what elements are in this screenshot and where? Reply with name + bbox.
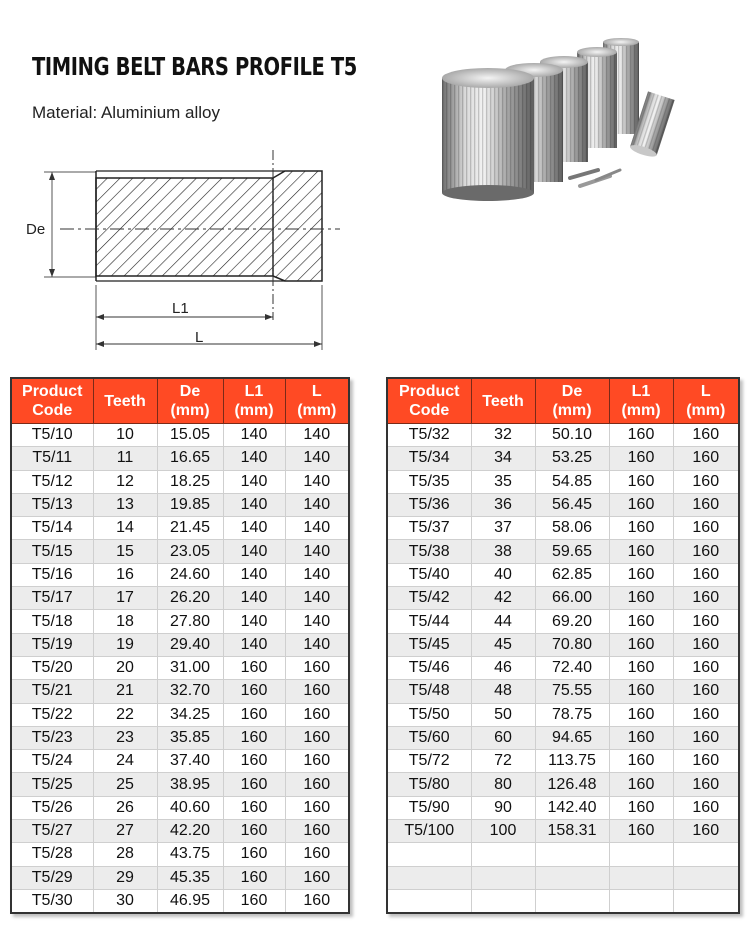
l-cell: 140 (285, 493, 349, 516)
l-cell: 160 (285, 773, 349, 796)
product-code-cell: T5/90 (387, 796, 471, 819)
l1-cell: 160 (223, 820, 285, 843)
product-code-cell: T5/72 (387, 750, 471, 773)
l1-cell: 160 (609, 726, 673, 749)
l1-cell: 160 (223, 889, 285, 913)
teeth-cell: 38 (471, 540, 535, 563)
de-cell: 72.40 (535, 656, 609, 679)
table-row (11, 540, 349, 563)
l-cell: 160 (673, 447, 739, 470)
table-row (11, 633, 349, 656)
header-product-code: Product Code (387, 378, 471, 424)
l1-cell: 140 (223, 633, 285, 656)
teeth-cell: 26 (93, 796, 157, 819)
teeth-cell: 50 (471, 703, 535, 726)
table-row (11, 820, 349, 843)
teeth-cell: 22 (93, 703, 157, 726)
product-code-cell: T5/50 (387, 703, 471, 726)
l1-cell: 160 (223, 680, 285, 703)
de-cell: 75.55 (535, 680, 609, 703)
aluminium-bars-photo (430, 30, 700, 205)
product-code-cell: T5/35 (387, 470, 471, 493)
teeth-cell: 80 (471, 773, 535, 796)
l-cell: 140 (285, 587, 349, 610)
l1-cell: 160 (223, 796, 285, 819)
product-code-cell: T5/44 (387, 610, 471, 633)
l-cell: 160 (285, 750, 349, 773)
teeth-cell: 13 (93, 493, 157, 516)
product-code-cell: T5/25 (11, 773, 93, 796)
table-row (11, 773, 349, 796)
l-cell (673, 843, 739, 866)
header-l1: L1 (mm) (223, 378, 285, 424)
teeth-cell: 23 (93, 726, 157, 749)
l1-cell: 160 (609, 610, 673, 633)
de-cell: 56.45 (535, 493, 609, 516)
l-cell: 160 (673, 493, 739, 516)
de-cell (535, 843, 609, 866)
l1-cell: 160 (609, 703, 673, 726)
l-cell: 160 (285, 866, 349, 889)
table-row (387, 447, 739, 470)
teeth-cell: 30 (93, 889, 157, 913)
table-row (387, 889, 739, 913)
l-label: L (195, 329, 204, 346)
de-cell: 34.25 (157, 703, 223, 726)
l1-cell (609, 889, 673, 913)
table-row (11, 656, 349, 679)
table-row (387, 517, 739, 540)
de-cell: 62.85 (535, 563, 609, 586)
table-row (387, 470, 739, 493)
de-cell: 94.65 (535, 726, 609, 749)
de-cell: 31.00 (157, 656, 223, 679)
l1-cell: 140 (223, 447, 285, 470)
l1-cell: 140 (223, 493, 285, 516)
teeth-cell: 27 (93, 820, 157, 843)
header-teeth: Teeth (93, 378, 157, 424)
teeth-cell: 32 (471, 424, 535, 447)
table-row (11, 563, 349, 586)
table-row (11, 726, 349, 749)
l1-cell: 160 (609, 587, 673, 610)
table-row (11, 587, 349, 610)
de-cell: 19.85 (157, 493, 223, 516)
l-cell: 160 (285, 843, 349, 866)
page-title: TIMING BELT BARS PROFILE T5 (32, 52, 357, 81)
de-cell: 54.85 (535, 470, 609, 493)
l1-cell: 160 (609, 773, 673, 796)
de-cell: 42.20 (157, 820, 223, 843)
teeth-cell: 44 (471, 610, 535, 633)
l1-cell: 160 (609, 493, 673, 516)
l1-cell: 140 (223, 540, 285, 563)
product-code-cell (387, 866, 471, 889)
teeth-cell: 20 (93, 656, 157, 679)
l-cell (673, 889, 739, 913)
table-row (387, 843, 739, 866)
teeth-cell: 14 (93, 517, 157, 540)
l1-cell: 160 (223, 703, 285, 726)
l-cell: 160 (673, 703, 739, 726)
l1-cell: 160 (609, 540, 673, 563)
de-cell (535, 889, 609, 913)
l1-cell: 160 (609, 424, 673, 447)
de-cell: 32.70 (157, 680, 223, 703)
l1-cell (609, 843, 673, 866)
de-cell: 27.80 (157, 610, 223, 633)
technical-drawing (0, 145, 360, 355)
teeth-cell: 46 (471, 656, 535, 679)
product-code-cell: T5/60 (387, 726, 471, 749)
product-code-cell: T5/37 (387, 517, 471, 540)
l1-cell: 160 (223, 656, 285, 679)
de-cell: 29.40 (157, 633, 223, 656)
de-cell: 126.48 (535, 773, 609, 796)
product-code-cell: T5/45 (387, 633, 471, 656)
l1-cell: 140 (223, 610, 285, 633)
l-cell: 140 (285, 424, 349, 447)
de-cell: 21.45 (157, 517, 223, 540)
table-row (387, 750, 739, 773)
table-row (387, 773, 739, 796)
l-cell: 160 (673, 750, 739, 773)
l1-cell (609, 866, 673, 889)
teeth-cell: 16 (93, 563, 157, 586)
teeth-cell: 24 (93, 750, 157, 773)
l-cell: 160 (285, 680, 349, 703)
teeth-cell: 10 (93, 424, 157, 447)
de-cell: 26.20 (157, 587, 223, 610)
l1-cell: 160 (223, 726, 285, 749)
teeth-cell (471, 889, 535, 913)
product-code-cell (387, 889, 471, 913)
l-cell: 140 (285, 540, 349, 563)
product-code-cell: T5/24 (11, 750, 93, 773)
spec-table-left (10, 377, 350, 914)
l-cell: 160 (285, 796, 349, 819)
l1-cell: 160 (223, 843, 285, 866)
product-code-cell: T5/21 (11, 680, 93, 703)
teeth-cell: 12 (93, 470, 157, 493)
product-code-cell: T5/14 (11, 517, 93, 540)
table-row (387, 866, 739, 889)
l-cell: 160 (673, 680, 739, 703)
table-row (387, 656, 739, 679)
de-cell: 66.00 (535, 587, 609, 610)
de-cell: 69.20 (535, 610, 609, 633)
de-cell: 35.85 (157, 726, 223, 749)
teeth-cell: 25 (93, 773, 157, 796)
l-cell: 160 (673, 820, 739, 843)
product-code-cell: T5/22 (11, 703, 93, 726)
teeth-cell: 29 (93, 866, 157, 889)
l-cell: 160 (673, 470, 739, 493)
l1-cell: 160 (609, 680, 673, 703)
l1-cell: 160 (609, 470, 673, 493)
de-cell: 15.05 (157, 424, 223, 447)
l-cell: 160 (673, 773, 739, 796)
table-row (11, 750, 349, 773)
de-cell: 23.05 (157, 540, 223, 563)
teeth-cell: 15 (93, 540, 157, 563)
product-code-cell: T5/26 (11, 796, 93, 819)
l1-cell: 160 (223, 750, 285, 773)
header-l1: L1 (mm) (609, 378, 673, 424)
l-cell: 140 (285, 517, 349, 540)
teeth-cell: 100 (471, 820, 535, 843)
teeth-cell: 19 (93, 633, 157, 656)
product-code-cell: T5/10 (11, 424, 93, 447)
product-code-cell: T5/32 (387, 424, 471, 447)
de-cell: 50.10 (535, 424, 609, 447)
de-cell: 158.31 (535, 820, 609, 843)
product-code-cell: T5/46 (387, 656, 471, 679)
l1-cell: 140 (223, 563, 285, 586)
table-row (11, 796, 349, 819)
l-cell: 140 (285, 610, 349, 633)
l-cell: 160 (285, 703, 349, 726)
header-l: L (mm) (285, 378, 349, 424)
teeth-cell: 34 (471, 447, 535, 470)
l-cell: 160 (673, 610, 739, 633)
product-code-cell: T5/28 (11, 843, 93, 866)
l-cell: 160 (673, 424, 739, 447)
table-row (387, 680, 739, 703)
teeth-cell: 18 (93, 610, 157, 633)
teeth-cell (471, 843, 535, 866)
table-row (387, 563, 739, 586)
table-row (11, 610, 349, 633)
de-cell: 53.25 (535, 447, 609, 470)
de-cell (535, 866, 609, 889)
teeth-cell: 11 (93, 447, 157, 470)
l-cell: 160 (673, 517, 739, 540)
product-code-cell: T5/16 (11, 563, 93, 586)
table-row (387, 796, 739, 819)
l-cell: 140 (285, 447, 349, 470)
l-cell: 140 (285, 633, 349, 656)
table-row (387, 424, 739, 447)
l-cell: 160 (673, 726, 739, 749)
header-l: L (mm) (673, 378, 739, 424)
teeth-cell: 45 (471, 633, 535, 656)
de-cell: 113.75 (535, 750, 609, 773)
product-code-cell: T5/12 (11, 470, 93, 493)
l1-cell: 160 (609, 633, 673, 656)
l-cell: 140 (285, 563, 349, 586)
l-cell: 160 (673, 656, 739, 679)
product-code-cell: T5/15 (11, 540, 93, 563)
l-cell: 160 (673, 563, 739, 586)
product-code-cell: T5/100 (387, 820, 471, 843)
material-text: Material: Aluminium alloy (32, 103, 221, 122)
teeth-cell: 37 (471, 517, 535, 540)
product-code-cell: T5/48 (387, 680, 471, 703)
l-cell: 160 (673, 540, 739, 563)
header-product-code: Product Code (11, 378, 93, 424)
product-code-cell: T5/40 (387, 563, 471, 586)
teeth-cell: 90 (471, 796, 535, 819)
product-code-cell: T5/38 (387, 540, 471, 563)
l1-cell: 160 (609, 820, 673, 843)
de-label: De (26, 221, 46, 238)
l-cell: 140 (285, 470, 349, 493)
l-cell: 160 (285, 889, 349, 913)
de-cell: 70.80 (535, 633, 609, 656)
product-code-cell: T5/36 (387, 493, 471, 516)
de-cell: 18.25 (157, 470, 223, 493)
product-code-cell: T5/30 (11, 889, 93, 913)
l1-cell: 160 (223, 773, 285, 796)
teeth-cell: 40 (471, 563, 535, 586)
spec-table-right (386, 377, 740, 914)
teeth-cell: 48 (471, 680, 535, 703)
product-code-cell: T5/34 (387, 447, 471, 470)
table-row (387, 540, 739, 563)
table-row (11, 470, 349, 493)
l1-cell: 160 (609, 517, 673, 540)
teeth-cell: 35 (471, 470, 535, 493)
table-row (11, 843, 349, 866)
table-row (387, 726, 739, 749)
table-row (11, 493, 349, 516)
l1-cell: 160 (609, 796, 673, 819)
product-code-cell: T5/17 (11, 587, 93, 610)
teeth-cell: 28 (93, 843, 157, 866)
product-code-cell: T5/13 (11, 493, 93, 516)
l1-cell: 140 (223, 517, 285, 540)
de-cell: 142.40 (535, 796, 609, 819)
table-row (11, 703, 349, 726)
teeth-cell: 21 (93, 680, 157, 703)
table-row (11, 517, 349, 540)
table-row (387, 587, 739, 610)
header-de: De (mm) (535, 378, 609, 424)
table-row (387, 610, 739, 633)
table-row (387, 493, 739, 516)
de-cell: 43.75 (157, 843, 223, 866)
teeth-cell: 36 (471, 493, 535, 516)
l-cell: 160 (285, 820, 349, 843)
table-row (11, 889, 349, 913)
product-code-cell: T5/42 (387, 587, 471, 610)
de-cell: 45.35 (157, 866, 223, 889)
l-cell (673, 866, 739, 889)
de-cell: 16.65 (157, 447, 223, 470)
l1-cell: 140 (223, 424, 285, 447)
de-cell: 46.95 (157, 889, 223, 913)
l-cell: 160 (285, 726, 349, 749)
product-code-cell: T5/11 (11, 447, 93, 470)
product-code-cell (387, 843, 471, 866)
l1-cell: 160 (609, 656, 673, 679)
product-code-cell: T5/19 (11, 633, 93, 656)
table-row (11, 447, 349, 470)
l1-cell: 160 (223, 866, 285, 889)
table-row (387, 703, 739, 726)
product-code-cell: T5/18 (11, 610, 93, 633)
de-cell: 37.40 (157, 750, 223, 773)
product-code-cell: T5/27 (11, 820, 93, 843)
product-code-cell: T5/23 (11, 726, 93, 749)
teeth-cell: 42 (471, 587, 535, 610)
teeth-cell (471, 866, 535, 889)
de-cell: 78.75 (535, 703, 609, 726)
de-cell: 59.65 (535, 540, 609, 563)
table-row (387, 633, 739, 656)
l1-cell: 140 (223, 470, 285, 493)
table-row (11, 424, 349, 447)
l1-label: L1 (172, 300, 189, 317)
l-cell: 160 (673, 633, 739, 656)
header-teeth: Teeth (471, 378, 535, 424)
table-row (11, 866, 349, 889)
de-cell: 38.95 (157, 773, 223, 796)
l1-cell: 160 (609, 563, 673, 586)
header-de: De (mm) (157, 378, 223, 424)
l1-cell: 160 (609, 447, 673, 470)
teeth-cell: 17 (93, 587, 157, 610)
product-code-cell: T5/80 (387, 773, 471, 796)
de-cell: 58.06 (535, 517, 609, 540)
de-cell: 40.60 (157, 796, 223, 819)
l-cell: 160 (673, 587, 739, 610)
table-row (11, 680, 349, 703)
de-cell: 24.60 (157, 563, 223, 586)
l1-cell: 160 (609, 750, 673, 773)
l-cell: 160 (285, 656, 349, 679)
l1-cell: 140 (223, 587, 285, 610)
table-row (387, 820, 739, 843)
product-code-cell: T5/20 (11, 656, 93, 679)
teeth-cell: 60 (471, 726, 535, 749)
teeth-cell: 72 (471, 750, 535, 773)
product-code-cell: T5/29 (11, 866, 93, 889)
l-cell: 160 (673, 796, 739, 819)
